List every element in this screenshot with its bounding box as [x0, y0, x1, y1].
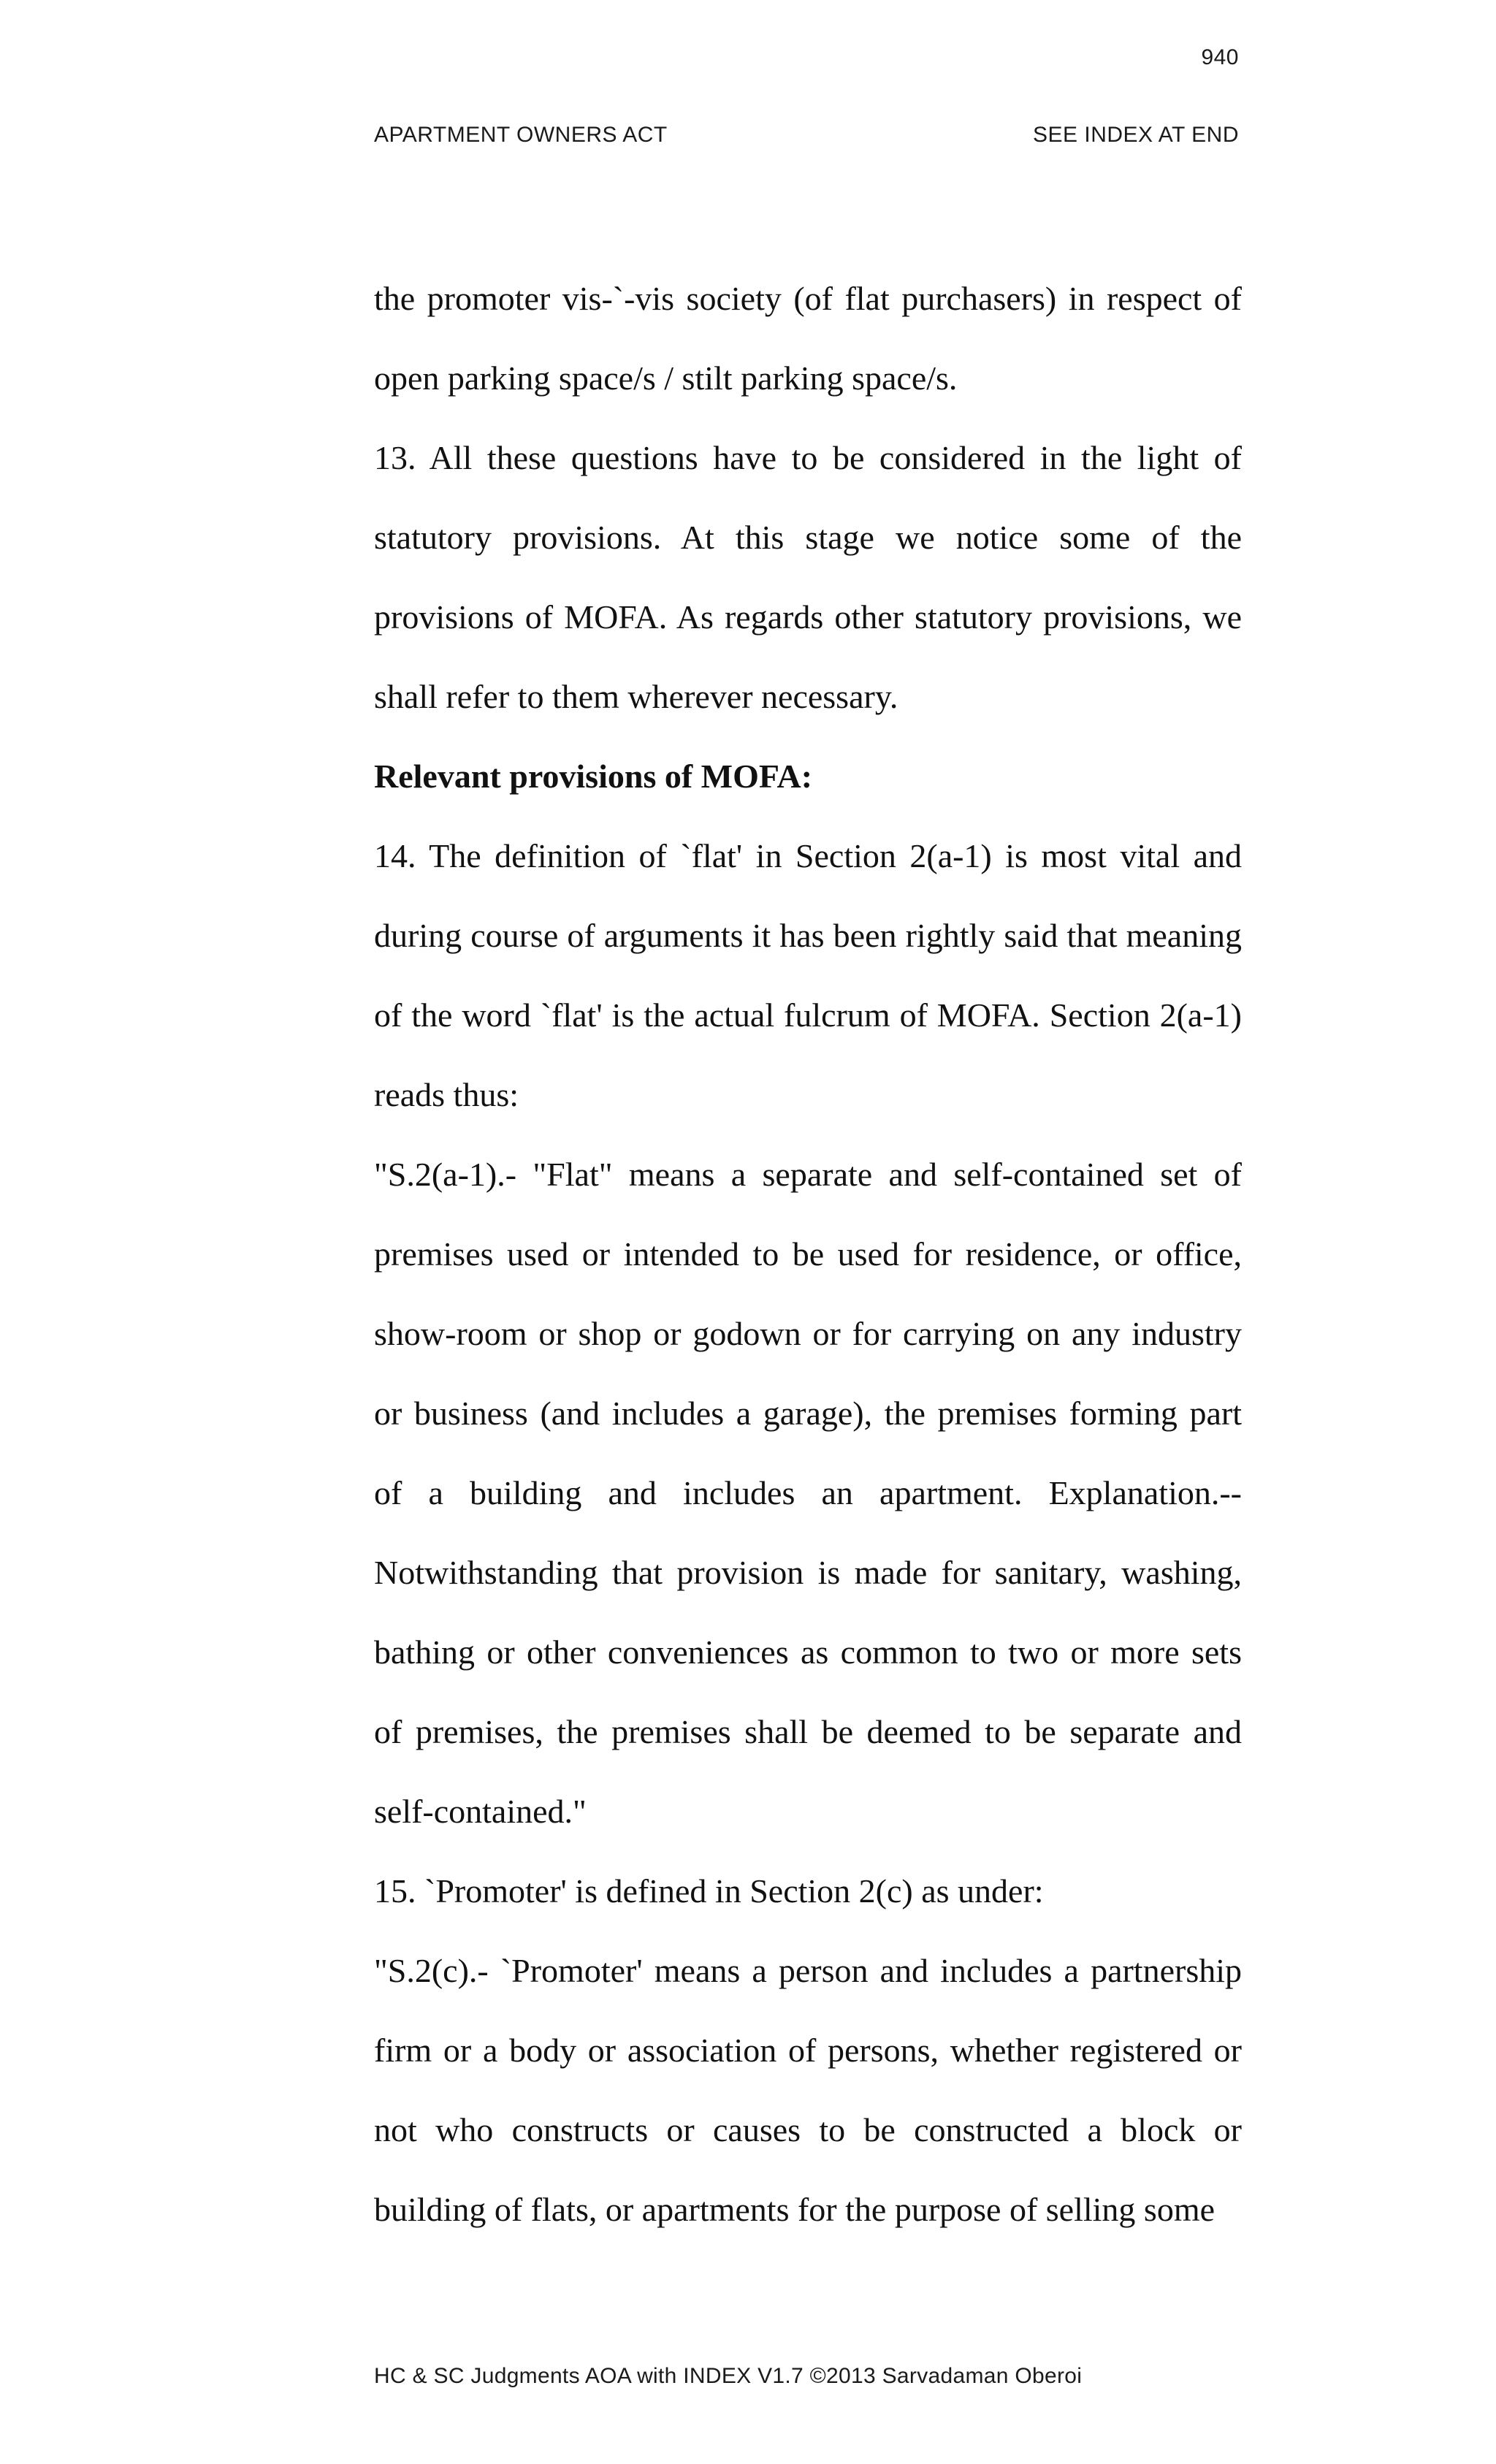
page-number: 940 [1201, 45, 1239, 69]
header-act-title: APARTMENT OWNERS ACT [374, 123, 668, 147]
header-index-note: SEE INDEX AT END [1033, 123, 1239, 147]
quote-definition-flat: "S.2(a-1).- "Flat" means a separate and self-contained set of premises used or intended to be used for residence, or office, show-room or shop or godown or for carrying on any industry or business (and includes a garage), the premises forming part of a building and includes an apartment. Explanation.-- Notwithstanding that provision is made for sanitary, washing, bathing or other conveniences as common to two or more sets of premises, the premises shall be deemed to be separate and self-contained." [374, 1156, 1242, 1830]
paragraph-15: 15. `Promoter' is defined in Section 2(c) as under: [374, 1872, 1044, 1910]
page-footer: HC & SC Judgments AOA with INDEX V1.7 ©2013 Sarvadaman Oberoi [374, 2364, 1083, 2388]
document-body [374, 259, 1242, 2249]
section-heading: Relevant provisions of MOFA: [374, 758, 813, 795]
paragraph-continuation: the promoter vis-`-vis society (of flat purchasers) in respect of open parking space/s / stilt parking space/s. [374, 280, 1242, 397]
quote-definition-promoter: "S.2(c).- `Promoter' means a person and includes a partnership firm or a body or association of persons, whether registered or not who constructs or causes to be constructed a block or building of flats, or apartments for the purpose of selling some [374, 1952, 1242, 2228]
paragraph-14: 14. The definition of `flat' in Section 2(a-1) is most vital and during course of arguments it has been rightly said that meaning of the word `flat' is the actual fulcrum of MOFA. Section 2(a-1) reads thus: [374, 837, 1242, 1113]
running-header [374, 123, 1239, 155]
paragraph-13: 13. All these questions have to be considered in the light of statutory provisions. At this stage we notice some of the provisions of MOFA. As regards other statutory provisions, we shall refer to them wherever necessary. [374, 439, 1242, 715]
